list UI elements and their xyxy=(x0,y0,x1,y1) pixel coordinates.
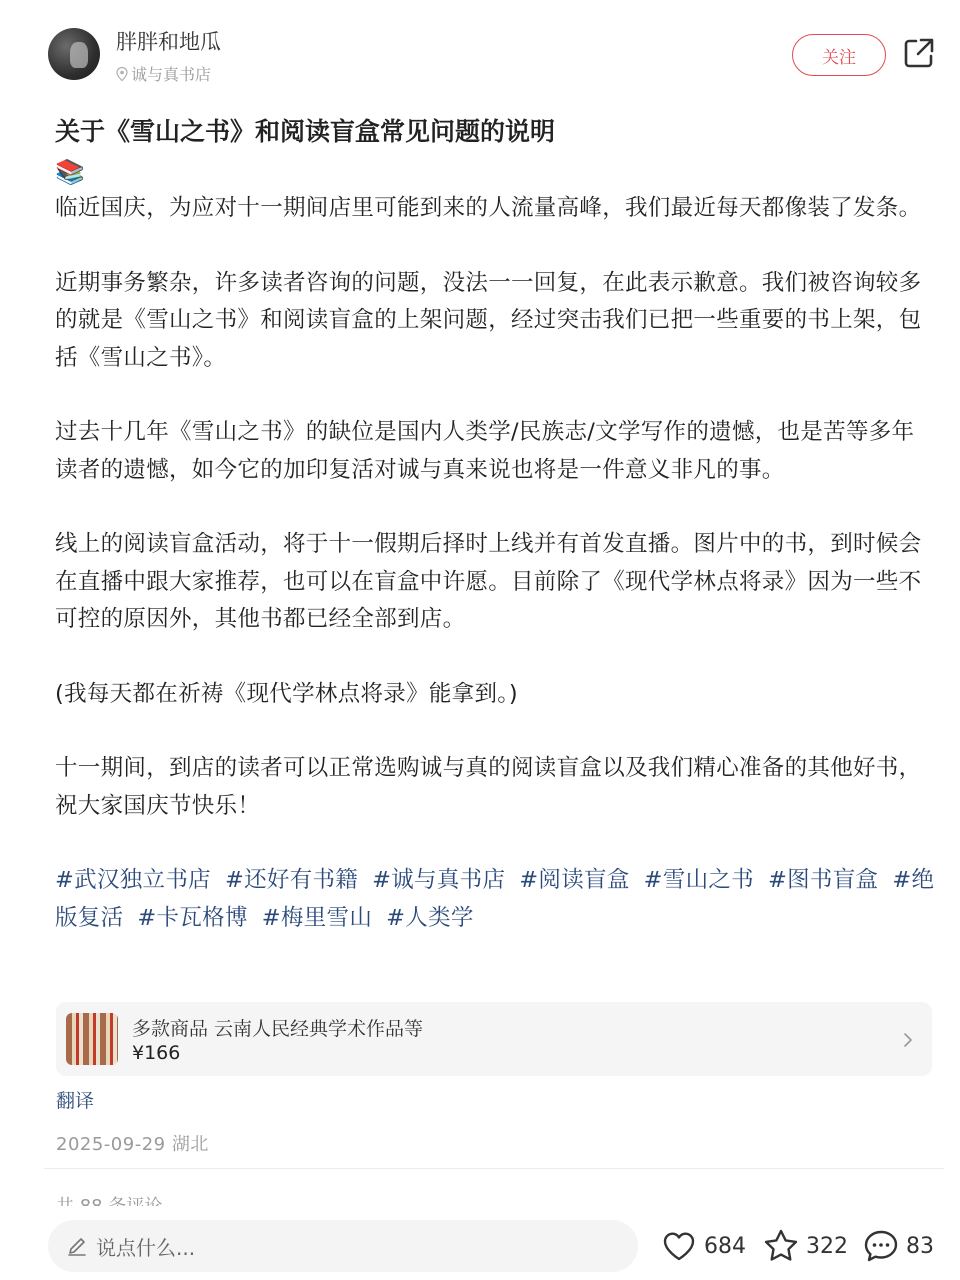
product-card[interactable] xyxy=(56,1002,932,1076)
share-icon[interactable] xyxy=(902,36,936,70)
hashtag[interactable]: #人类学 xyxy=(386,904,474,931)
location-pin-icon xyxy=(116,67,128,81)
post-title: 关于《雪山之书》和阅读盲盒常见问题的说明 xyxy=(55,117,556,146)
avatar[interactable] xyxy=(48,28,100,80)
comment-placeholder: 说点什么... xyxy=(96,1235,196,1260)
hashtag[interactable]: #武汉独立书店 xyxy=(55,867,211,893)
hashtag-list xyxy=(55,862,935,937)
paragraph-2: 近期事务繁杂，许多读者咨询的问题，没法一一回复，在此表示歉意。我们被咨询较多的就是《雪山之书》和阅读盲盒的上架问题，经过突击我们已把一些重要的书上架，包括《雪山之书》。 xyxy=(55,269,922,371)
paragraph-1: 临近国庆，为应对十一期间店里可能到来的人流量高峰，我们最近每天都像装了发条。 xyxy=(55,195,922,221)
hashtag[interactable]: #雪山之书 xyxy=(643,867,754,893)
product-title: 多款商品 云南人民经典学术作品等 xyxy=(132,1018,424,1040)
post-date-location: 2025-09-29 湖北 xyxy=(56,1134,209,1155)
paragraph-4: 线上的阅读盲盒活动，将于十一假期后择时上线并有首发直播。图片中的书，到时候会在直播中跟大家推荐，也可以在盲盒中许愿。目前除了《现代学林点将录》因为一些不可控的原因外，其他书都已经全部到店。 xyxy=(55,531,922,632)
username[interactable]: 胖胖和地瓜 xyxy=(116,30,221,54)
hashtag[interactable]: #卡瓦格博 xyxy=(137,904,248,931)
star-icon xyxy=(762,1227,800,1265)
paragraph-3: 过去十几年《雪山之书》的缺位是国内人类学/民族志/文学写作的遗憾，也是苦等多年读者的遗憾，如今它的加印复活对诚与真来说也将是一件意义非凡的事。 xyxy=(55,419,915,483)
heart-icon xyxy=(660,1227,698,1265)
location-label: 诚与真书店 xyxy=(131,65,212,84)
comments-count-label xyxy=(56,1192,162,1206)
chevron-right-icon xyxy=(900,1030,916,1050)
location-tag[interactable] xyxy=(116,62,211,85)
comment-count: 83 xyxy=(906,1233,934,1259)
paragraph-5: (我每天都在祈祷《现代学林点将录》能拿到。) xyxy=(55,680,518,707)
hashtag[interactable]: #图书盲盒 xyxy=(767,867,879,893)
translate-link[interactable]: 翻译 xyxy=(56,1090,95,1112)
hashtag[interactable]: #诚与真书店 xyxy=(372,867,506,893)
product-thumbnail xyxy=(66,1013,118,1065)
bottom-bar xyxy=(0,1206,960,1280)
product-price: ¥166 xyxy=(132,1042,181,1064)
books-emoji: 📚 xyxy=(55,158,85,186)
paragraph-6: 十一期间，到店的读者可以正常选购诚与真的阅读盲盒以及我们精心准备的其他好书，祝大家国庆节快乐！ xyxy=(55,755,922,819)
comment-icon xyxy=(862,1227,900,1265)
post-content xyxy=(55,112,935,937)
hashtag[interactable]: #阅读盲盒 xyxy=(519,867,630,893)
pencil-icon xyxy=(66,1235,88,1257)
comment-button[interactable] xyxy=(862,1222,934,1270)
collect-button[interactable] xyxy=(762,1222,848,1270)
collect-count: 322 xyxy=(806,1233,848,1259)
comment-input[interactable] xyxy=(48,1220,638,1272)
post-header xyxy=(0,0,960,110)
follow-button[interactable]: 关注 xyxy=(792,34,886,76)
divider xyxy=(44,1168,944,1169)
like-count: 684 xyxy=(704,1233,746,1259)
hashtag[interactable]: #绝版复活 xyxy=(55,867,935,931)
like-button[interactable] xyxy=(660,1222,746,1270)
hashtag[interactable]: #还好有书籍 xyxy=(224,867,359,893)
hashtag[interactable]: #梅里雪山 xyxy=(261,904,373,931)
